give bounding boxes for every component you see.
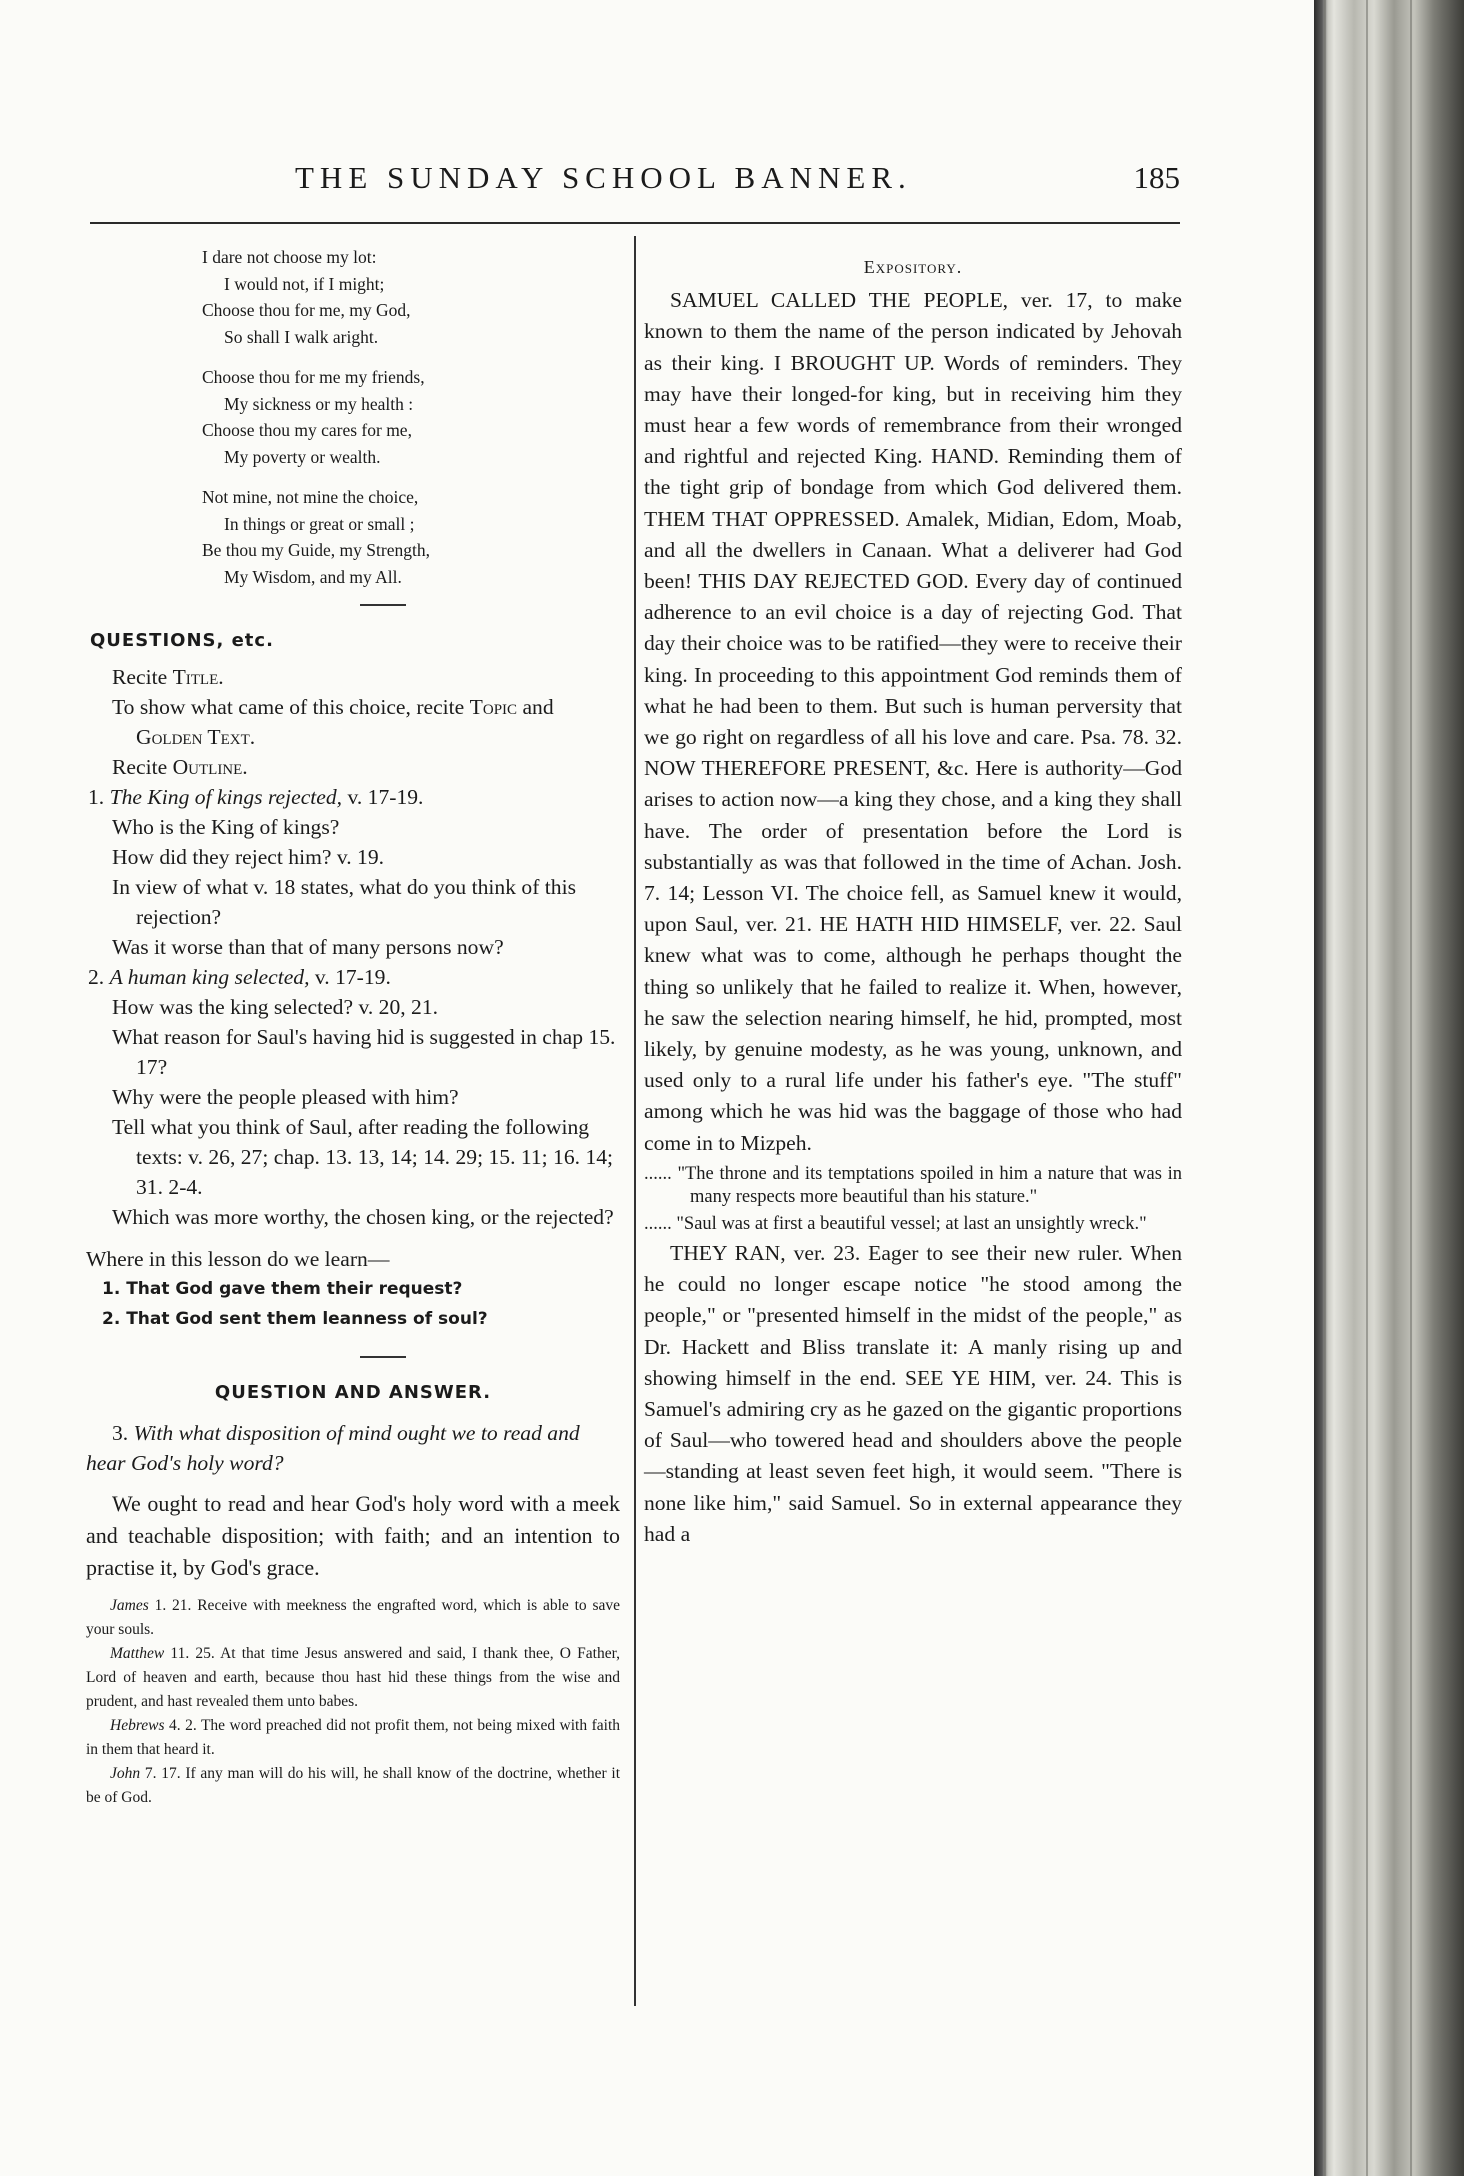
qa-question-number: 3.	[112, 1421, 134, 1445]
ref-text: 7. 17. If any man will do his will, he shall know of the doctrine, whether it be of God.	[86, 1765, 620, 1806]
ref-text: 11. 25. At that time Jesus answered and said, I thank thee, O Father, Lord of heaven and earth, because thou hast hid these things from the wise and prudent, and hast revealed them unto babes.	[86, 1645, 620, 1710]
show-text: To show what came of this choice, recite	[112, 695, 465, 719]
qa-answer: We ought to read and hear God's holy word with a meek and teachable disposition; with faith; and an intention to practise it, by God's grace.	[86, 1491, 620, 1580]
expository-paragraph: SAMUEL CALLED THE PEOPLE, ver. 17, to make known to them the name of the person indicated by Jehovah as their king. I BROUGHT UP. Words of reminders. They may have their longed-for king, but in receiving him they must hear a few words of remembrance from their wronged and rightful and rejected King. HAND. Reminding them of the tight grip of bondage from which God delivered them. THEM THAT OPPRESSED. Amalek, Midian, Edom, Moab, and all the dwellers in Canaan. What a deliverer had God been! THIS DAY REJECTED GOD. Every day of continued adherence to an evil choice is a day of rejecting God. That day their choice was to be ratified—they were to receive their king. In proceeding to this appointment God reminds them of what he had been to them. But such is human perversity that we go right on regardless of all his love and care. Psa. 78. 32. NOW THEREFORE PRESENT, &c. Here is authority—God arises to action now—a king they chose, and a king they shall have. The order of presentation before the Lord is substantially as was that followed in the time of Achan. Josh. 7. 14; Lesson VI. The choice fell, as Samuel knew it would, upon Saul, ver. 21. HE HATH HID HIMSELF, ver. 22. Saul knew what was to come, although he perhaps thought the thing so unlikely that he failed to realize it. When, however, he saw the selection nearing himself, he hid, prompted, most likely, by genuine modesty, as he was young, unknown, and used only to a rural life under his father's eye. "The stuff" among which he was hid was the baggage of those who had come in to Mizpeh.	[644, 288, 1182, 1155]
quotation: ...... "Saul was at first a beautiful vessel; at last an unsightly wreck."	[644, 1213, 1147, 1234]
hymn-line: In things or great or small ;	[224, 513, 415, 534]
hymn-line: My poverty or wealth.	[224, 446, 381, 467]
column-divider	[634, 236, 636, 2006]
header-rule	[90, 222, 1180, 224]
section-rule	[360, 1356, 406, 1358]
qa-question-text: With what disposition of mind ought we to read and hear God's holy word?	[86, 1421, 580, 1475]
expository-heading: Expository.	[863, 257, 963, 277]
scripture-ref	[86, 1762, 620, 1810]
page-number: 185	[1133, 160, 1180, 195]
ref-book: Matthew	[110, 1645, 165, 1662]
hymn-stanza	[202, 364, 620, 470]
section-title: A human king selected,	[109, 965, 310, 989]
hymn-line: I dare not choose my lot:	[202, 247, 377, 267]
learn-item: 1. That God gave them their request?	[102, 1279, 463, 1299]
right-column	[644, 252, 1182, 1550]
ref-text: 1. 21. Receive with meekness the engrafted word, which is able to save your souls.	[86, 1597, 620, 1638]
question-item: Why were the people pleased with him?	[112, 1085, 459, 1109]
where-line: Where in this lesson do we learn—	[86, 1247, 390, 1271]
book-edge-line	[1324, 0, 1326, 2176]
golden-text-smallcaps: Golden Text.	[136, 725, 256, 749]
hymn-stanza	[202, 484, 620, 590]
title-smallcaps: Title.	[172, 665, 224, 689]
scripture-ref	[86, 1642, 620, 1714]
scripture-references	[86, 1594, 620, 1810]
question-item: How did they reject him? v. 19.	[112, 845, 385, 869]
recite-outline-line	[86, 752, 620, 782]
ref-book: Hebrews	[110, 1717, 165, 1734]
scripture-ref	[86, 1594, 620, 1642]
section-rule	[360, 604, 406, 606]
question-item: Was it worse than that of many persons now?	[112, 935, 504, 959]
outline-smallcaps: Outline.	[172, 755, 248, 779]
recite-text: Recite	[112, 755, 173, 779]
book-edge	[1314, 0, 1464, 2176]
question-item: What reason for Saul's having hid is suggested in chap 15. 17?	[112, 1025, 616, 1079]
recite-title-line	[86, 662, 620, 692]
section-ref: v. 17-19.	[309, 965, 391, 989]
left-column	[86, 244, 620, 1810]
hymn	[202, 244, 620, 590]
section-number: 2.	[88, 965, 110, 989]
hymn-line: My sickness or my health :	[224, 393, 414, 414]
page-header	[90, 160, 1180, 204]
hymn-line: My Wisdom, and my All.	[224, 566, 402, 587]
hymn-line: Choose thou for me, my God,	[202, 300, 411, 320]
ref-book: John	[110, 1765, 141, 1782]
section-two-title	[86, 962, 620, 992]
section-number: 1.	[88, 785, 110, 809]
recite-text: Recite	[112, 665, 173, 689]
and-text: and	[517, 695, 554, 719]
hymn-line: Choose thou my cares for me,	[202, 420, 412, 440]
topic-smallcaps: Topic	[469, 695, 518, 719]
section-one-title	[86, 782, 620, 812]
book-edge-line	[1410, 0, 1412, 2176]
qa-heading: QUESTION AND ANSWER.	[214, 1382, 492, 1403]
question-item: Which was more worthy, the chosen king, or the rejected?	[112, 1205, 614, 1229]
running-title: THE SUNDAY SCHOOL BANNER.	[295, 160, 912, 195]
hymn-line: Choose thou for me my friends,	[202, 367, 425, 387]
hymn-stanza	[202, 244, 620, 350]
quotation: ...... "The throne and its temptations spoiled in him a nature that was in many respects more beautiful than his stature."	[644, 1163, 1182, 1207]
section-ref: v. 17-19.	[342, 785, 424, 809]
question-item: In view of what v. 18 states, what do you think of this rejection?	[112, 875, 577, 929]
question-item: Who is the King of kings?	[112, 815, 340, 839]
ref-text: 4. 2. The word preached did not profit them, not being mixed with faith in them that heard it.	[86, 1717, 620, 1758]
hymn-line: Be thou my Guide, my Strength,	[202, 540, 430, 560]
expository-paragraph: THEY RAN, ver. 23. Eager to see their new ruler. When he could no longer escape notice "he stood among the people," or "presented himself in the midst of the people," as Dr. Hackett and Bliss translate it: A manly rising up and showing himself in the end. SEE YE HIM, ver. 24. This is Samuel's admiring cry as he gazed on the gigantic proportions of Saul—who towered head and shoulders above the people—standing at least seven feet high, it would seem. "There is none like him," said Samuel. So in external appearance they had a	[644, 1240, 1182, 1546]
question-item: Tell what you think of Saul, after reading the following texts: v. 26, 27; chap. 13. 13, 14; 14. 29; 15. 11; 16. 14; 31. 2-4.	[112, 1115, 614, 1199]
questions-heading: QUESTIONS, etc.	[90, 630, 274, 651]
section-title: The King of kings rejected,	[109, 785, 343, 809]
ref-book: James	[110, 1597, 149, 1614]
book-edge-line	[1366, 0, 1368, 2176]
qa-question	[86, 1418, 620, 1478]
scripture-ref	[86, 1714, 620, 1762]
hymn-line: Not mine, not mine the choice,	[202, 487, 419, 507]
learn-item: 2. That God sent them leanness of soul?	[102, 1309, 488, 1329]
hymn-line: I would not, if I might;	[224, 273, 385, 294]
hymn-line: So shall I walk aright.	[224, 326, 379, 347]
question-item: How was the king selected? v. 20, 21.	[112, 995, 439, 1019]
show-line	[86, 692, 620, 752]
